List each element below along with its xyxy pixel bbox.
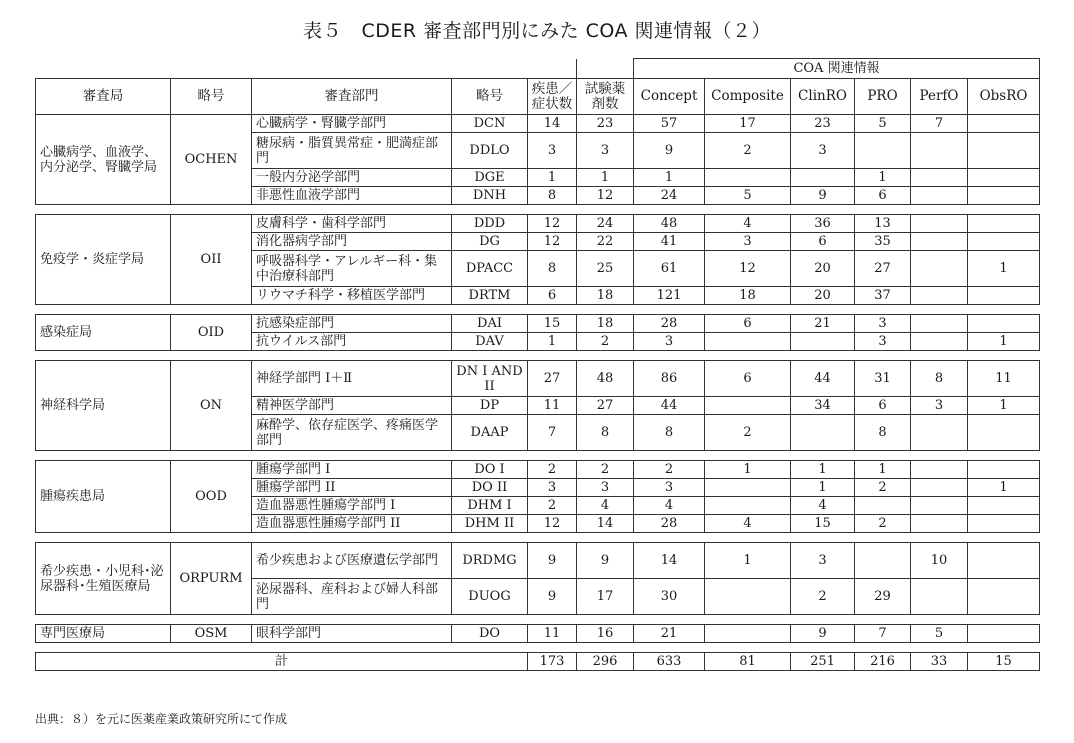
cell-obsro <box>968 187 1040 205</box>
cell-obsro <box>968 233 1040 251</box>
total-perfo: 33 <box>911 653 968 671</box>
cell-pro: 5 <box>855 115 911 133</box>
cell-perfo <box>911 415 968 451</box>
cell-code: DCN <box>452 115 528 133</box>
cell-concept: 30 <box>634 579 705 615</box>
bureau-abbr: OSM <box>171 625 252 643</box>
cell-obsro <box>968 497 1040 515</box>
cell-concept: 3 <box>634 333 705 351</box>
table-row <box>36 625 1040 643</box>
division-name: 造血器悪性腫瘍学部門 I <box>252 497 452 515</box>
cell-clinro: 23 <box>791 115 855 133</box>
bureau-abbr: OCHEN <box>171 115 252 205</box>
cell-perfo <box>911 579 968 615</box>
cell-pro: 8 <box>855 415 911 451</box>
division-name: 精神医学部門 <box>252 397 452 415</box>
header-bureau: 審査局 <box>36 79 171 115</box>
cell-pro <box>855 543 911 579</box>
cell-composite: 17 <box>705 115 791 133</box>
division-name: 抗感染症部門 <box>252 315 452 333</box>
bureau-name: 神経科学局 <box>36 361 171 451</box>
cell-trials: 9 <box>577 543 634 579</box>
cell-trials: 1 <box>577 169 634 187</box>
cell-clinro: 1 <box>791 479 855 497</box>
cell-clinro: 20 <box>791 287 855 305</box>
bureau-name: 感染症局 <box>36 315 171 351</box>
cell-obsro <box>968 287 1040 305</box>
cell-composite: 1 <box>705 461 791 479</box>
division-name: リウマチ科学・移植医学部門 <box>252 287 452 305</box>
cell-code: DAAP <box>452 415 528 451</box>
cell-concept: 14 <box>634 543 705 579</box>
cell-pro: 13 <box>855 215 911 233</box>
cell-trials: 14 <box>577 515 634 533</box>
table-body <box>36 59 1040 671</box>
cell-composite <box>705 169 791 187</box>
total-obsro: 15 <box>968 653 1040 671</box>
cell-trials: 2 <box>577 333 634 351</box>
division-name: 神経学部門 Ⅰ＋Ⅱ <box>252 361 452 397</box>
cell-perfo <box>911 215 968 233</box>
division-name: 眼科学部門 <box>252 625 452 643</box>
total-composite: 81 <box>705 653 791 671</box>
division-name: 心臓病学・腎臓学部門 <box>252 115 452 133</box>
cell-clinro: 3 <box>791 543 855 579</box>
cell-diseases: 8 <box>528 251 577 287</box>
header-division-abbr: 略号 <box>452 79 528 115</box>
bureau-abbr: ON <box>171 361 252 451</box>
table-row <box>36 115 1040 133</box>
cell-code: DRDMG <box>452 543 528 579</box>
cell-pro <box>855 497 911 515</box>
cell-composite: 6 <box>705 315 791 333</box>
cell-code: DAI <box>452 315 528 333</box>
cell-concept: 57 <box>634 115 705 133</box>
cell-obsro: 11 <box>968 361 1040 397</box>
cell-concept: 48 <box>634 215 705 233</box>
cell-composite: 1 <box>705 543 791 579</box>
cell-trials: 25 <box>577 251 634 287</box>
cell-perfo <box>911 233 968 251</box>
division-name: 造血器悪性腫瘍学部門 II <box>252 515 452 533</box>
cell-code: DGE <box>452 169 528 187</box>
cell-pro: 1 <box>855 461 911 479</box>
cell-pro: 6 <box>855 397 911 415</box>
cell-obsro <box>968 115 1040 133</box>
cell-trials: 18 <box>577 287 634 305</box>
cell-diseases: 2 <box>528 461 577 479</box>
cell-perfo <box>911 133 968 169</box>
cell-trials: 27 <box>577 397 634 415</box>
cell-perfo <box>911 479 968 497</box>
cell-diseases: 15 <box>528 315 577 333</box>
cell-perfo <box>911 287 968 305</box>
cell-pro: 7 <box>855 625 911 643</box>
bureau-name: 専門医療局 <box>36 625 171 643</box>
cell-perfo <box>911 187 968 205</box>
cell-concept: 61 <box>634 251 705 287</box>
cell-diseases: 11 <box>528 397 577 415</box>
cell-code: DO <box>452 625 528 643</box>
bureau-abbr: OII <box>171 215 252 305</box>
cell-obsro <box>968 579 1040 615</box>
cell-code: DAV <box>452 333 528 351</box>
cell-code: DN I AND II <box>452 361 528 397</box>
header-perfo: PerfO <box>911 79 968 115</box>
cell-obsro: 1 <box>968 251 1040 287</box>
cell-clinro <box>791 333 855 351</box>
division-name: 非悪性血液学部門 <box>252 187 452 205</box>
cell-code: DNH <box>452 187 528 205</box>
source-note: 出典：８）を元に医薬産業政策研究所にて作成 <box>35 712 288 726</box>
cell-composite: 2 <box>705 133 791 169</box>
cell-code: DG <box>452 233 528 251</box>
cell-composite <box>705 333 791 351</box>
total-row <box>36 653 1040 671</box>
division-name: 麻酔学、依存症医学、疼痛医学部門 <box>252 415 452 451</box>
cell-clinro <box>791 415 855 451</box>
cell-composite <box>705 479 791 497</box>
cell-trials: 23 <box>577 115 634 133</box>
bureau-name: 心臓病学、血液学、内分泌学、腎臓学局 <box>36 115 171 205</box>
cell-code: DDD <box>452 215 528 233</box>
cell-diseases: 2 <box>528 497 577 515</box>
cell-composite <box>705 397 791 415</box>
coa-group-header: COA 関連情報 <box>634 59 1040 79</box>
table-row <box>36 361 1040 397</box>
cell-obsro <box>968 625 1040 643</box>
cell-obsro <box>968 133 1040 169</box>
cell-diseases: 12 <box>528 215 577 233</box>
cell-composite: 12 <box>705 251 791 287</box>
header-bureau-abbr: 略号 <box>171 79 252 115</box>
cell-composite <box>705 497 791 515</box>
cell-concept: 24 <box>634 187 705 205</box>
cell-code: DPACC <box>452 251 528 287</box>
cell-pro: 6 <box>855 187 911 205</box>
cell-concept: 28 <box>634 315 705 333</box>
cell-clinro: 36 <box>791 215 855 233</box>
cell-composite <box>705 579 791 615</box>
cell-concept: 41 <box>634 233 705 251</box>
cell-perfo: 5 <box>911 625 968 643</box>
cell-diseases: 8 <box>528 187 577 205</box>
bureau-name: 腫瘍疾患局 <box>36 461 171 533</box>
cell-diseases: 27 <box>528 361 577 397</box>
division-name: 糖尿病・脂質異常症・肥満症部門 <box>252 133 452 169</box>
separator-row <box>36 305 1040 315</box>
cell-obsro <box>968 169 1040 187</box>
cell-composite: 4 <box>705 215 791 233</box>
cell-trials: 16 <box>577 625 634 643</box>
table-row <box>36 461 1040 479</box>
cell-trials: 2 <box>577 461 634 479</box>
cell-code: DHM II <box>452 515 528 533</box>
total-label: 計 <box>36 653 528 671</box>
division-name: 抗ウイルス部門 <box>252 333 452 351</box>
cell-composite: 3 <box>705 233 791 251</box>
cell-concept: 2 <box>634 461 705 479</box>
table-row <box>36 543 1040 579</box>
separator-row <box>36 351 1040 361</box>
cell-clinro <box>791 169 855 187</box>
header-concept: Concept <box>634 79 705 115</box>
bureau-name: 希少疾患・小児科･泌尿器科･生殖医療局 <box>36 543 171 615</box>
cell-pro: 1 <box>855 169 911 187</box>
division-name: 腫瘍学部門 II <box>252 479 452 497</box>
cell-trials: 4 <box>577 497 634 515</box>
cell-code: DO II <box>452 479 528 497</box>
cell-obsro <box>968 315 1040 333</box>
cell-clinro: 9 <box>791 187 855 205</box>
separator-row <box>36 533 1040 543</box>
cell-clinro: 44 <box>791 361 855 397</box>
header-division: 審査部門 <box>252 79 452 115</box>
cell-trials: 24 <box>577 215 634 233</box>
total-trials: 296 <box>577 653 634 671</box>
cell-obsro: 1 <box>968 333 1040 351</box>
separator-cell <box>36 615 1040 625</box>
cell-clinro: 4 <box>791 497 855 515</box>
cell-code: DDLO <box>452 133 528 169</box>
cell-pro: 3 <box>855 315 911 333</box>
table-title: 表５ CDER 審査部門別にみた COA 関連情報（２） <box>302 20 772 42</box>
separator-cell <box>36 351 1040 361</box>
division-name: 希少疾患および医療遺伝学部門 <box>252 543 452 579</box>
cell-composite: 4 <box>705 515 791 533</box>
cell-obsro <box>968 515 1040 533</box>
cell-code: DRTM <box>452 287 528 305</box>
separator-cell <box>36 643 1040 653</box>
cell-perfo <box>911 497 968 515</box>
separator-row <box>36 205 1040 215</box>
cell-trials: 22 <box>577 233 634 251</box>
separator-row <box>36 615 1040 625</box>
bureau-abbr: OID <box>171 315 252 351</box>
cell-diseases: 3 <box>528 479 577 497</box>
cell-code: DHM I <box>452 497 528 515</box>
cell-concept: 86 <box>634 361 705 397</box>
cell-diseases: 1 <box>528 333 577 351</box>
separator-cell <box>36 451 1040 461</box>
cell-clinro: 34 <box>791 397 855 415</box>
header-composite: Composite <box>705 79 791 115</box>
total-clinro: 251 <box>791 653 855 671</box>
header-obsro: ObsRO <box>968 79 1040 115</box>
cell-concept: 4 <box>634 497 705 515</box>
cell-trials: 17 <box>577 579 634 615</box>
cell-clinro: 1 <box>791 461 855 479</box>
header-diseases: 疾患／症状数 <box>528 79 577 115</box>
cell-concept: 121 <box>634 287 705 305</box>
cell-obsro <box>968 415 1040 451</box>
cell-clinro: 2 <box>791 579 855 615</box>
separator-row <box>36 643 1040 653</box>
separator-cell <box>36 305 1040 315</box>
separator-cell <box>36 205 1040 215</box>
cell-concept: 21 <box>634 625 705 643</box>
bureau-abbr: OOD <box>171 461 252 533</box>
cell-code: DP <box>452 397 528 415</box>
cell-concept: 44 <box>634 397 705 415</box>
cell-obsro <box>968 543 1040 579</box>
cell-pro: 35 <box>855 233 911 251</box>
cell-pro: 3 <box>855 333 911 351</box>
cell-perfo: 7 <box>911 115 968 133</box>
cell-clinro: 3 <box>791 133 855 169</box>
cell-diseases: 12 <box>528 233 577 251</box>
cell-composite: 18 <box>705 287 791 305</box>
cell-perfo <box>911 251 968 287</box>
cell-composite: 6 <box>705 361 791 397</box>
cell-clinro: 6 <box>791 233 855 251</box>
cell-clinro: 9 <box>791 625 855 643</box>
cell-composite <box>705 625 791 643</box>
cell-trials: 3 <box>577 133 634 169</box>
cell-trials: 8 <box>577 415 634 451</box>
cell-perfo <box>911 461 968 479</box>
division-name: 腫瘍学部門 I <box>252 461 452 479</box>
cell-pro <box>855 133 911 169</box>
header-row <box>36 79 1040 115</box>
cell-pro: 27 <box>855 251 911 287</box>
cell-obsro: 1 <box>968 397 1040 415</box>
cell-trials: 3 <box>577 479 634 497</box>
division-name: 泌尿器科、産科および婦人科部門 <box>252 579 452 615</box>
cell-pro: 2 <box>855 479 911 497</box>
cell-perfo: 3 <box>911 397 968 415</box>
cell-diseases: 9 <box>528 543 577 579</box>
cell-diseases: 7 <box>528 415 577 451</box>
cell-trials: 48 <box>577 361 634 397</box>
division-name: 一般内分泌学部門 <box>252 169 452 187</box>
cell-composite: 5 <box>705 187 791 205</box>
cell-obsro <box>968 215 1040 233</box>
cell-perfo: 10 <box>911 543 968 579</box>
cell-obsro <box>968 461 1040 479</box>
total-concept: 633 <box>634 653 705 671</box>
header-clinro: ClinRO <box>791 79 855 115</box>
cell-pro: 2 <box>855 515 911 533</box>
cell-diseases: 12 <box>528 515 577 533</box>
separator-row <box>36 451 1040 461</box>
cell-diseases: 1 <box>528 169 577 187</box>
cell-trials: 18 <box>577 315 634 333</box>
total-pro: 216 <box>855 653 911 671</box>
header-trials: 試験薬剤数 <box>577 79 634 115</box>
total-diseases: 173 <box>528 653 577 671</box>
cell-perfo <box>911 333 968 351</box>
cell-perfo <box>911 315 968 333</box>
division-name: 消化器病学部門 <box>252 233 452 251</box>
cell-pro: 29 <box>855 579 911 615</box>
cell-diseases: 3 <box>528 133 577 169</box>
cell-perfo <box>911 515 968 533</box>
cell-perfo <box>911 169 968 187</box>
cell-clinro: 15 <box>791 515 855 533</box>
cell-diseases: 14 <box>528 115 577 133</box>
bureau-abbr: ORPURM <box>171 543 252 615</box>
cell-obsro: 1 <box>968 479 1040 497</box>
coa-table <box>35 58 1040 671</box>
cell-trials: 12 <box>577 187 634 205</box>
cell-perfo: 8 <box>911 361 968 397</box>
cell-concept: 28 <box>634 515 705 533</box>
cell-diseases: 11 <box>528 625 577 643</box>
division-name: 呼吸器科学・アレルギー科・集中治療科部門 <box>252 251 452 287</box>
bureau-name: 免疫学・炎症学局 <box>36 215 171 305</box>
cell-diseases: 9 <box>528 579 577 615</box>
cell-code: DUOG <box>452 579 528 615</box>
cell-clinro: 20 <box>791 251 855 287</box>
cell-concept: 9 <box>634 133 705 169</box>
division-name: 皮膚科学・歯科学部門 <box>252 215 452 233</box>
cell-concept: 3 <box>634 479 705 497</box>
cell-concept: 1 <box>634 169 705 187</box>
header-pro: PRO <box>855 79 911 115</box>
cell-diseases: 6 <box>528 287 577 305</box>
table-row <box>36 315 1040 333</box>
cell-composite: 2 <box>705 415 791 451</box>
cell-clinro: 21 <box>791 315 855 333</box>
cell-pro: 31 <box>855 361 911 397</box>
table-row <box>36 215 1040 233</box>
separator-cell <box>36 533 1040 543</box>
cell-concept: 8 <box>634 415 705 451</box>
cell-pro: 37 <box>855 287 911 305</box>
cell-code: DO I <box>452 461 528 479</box>
